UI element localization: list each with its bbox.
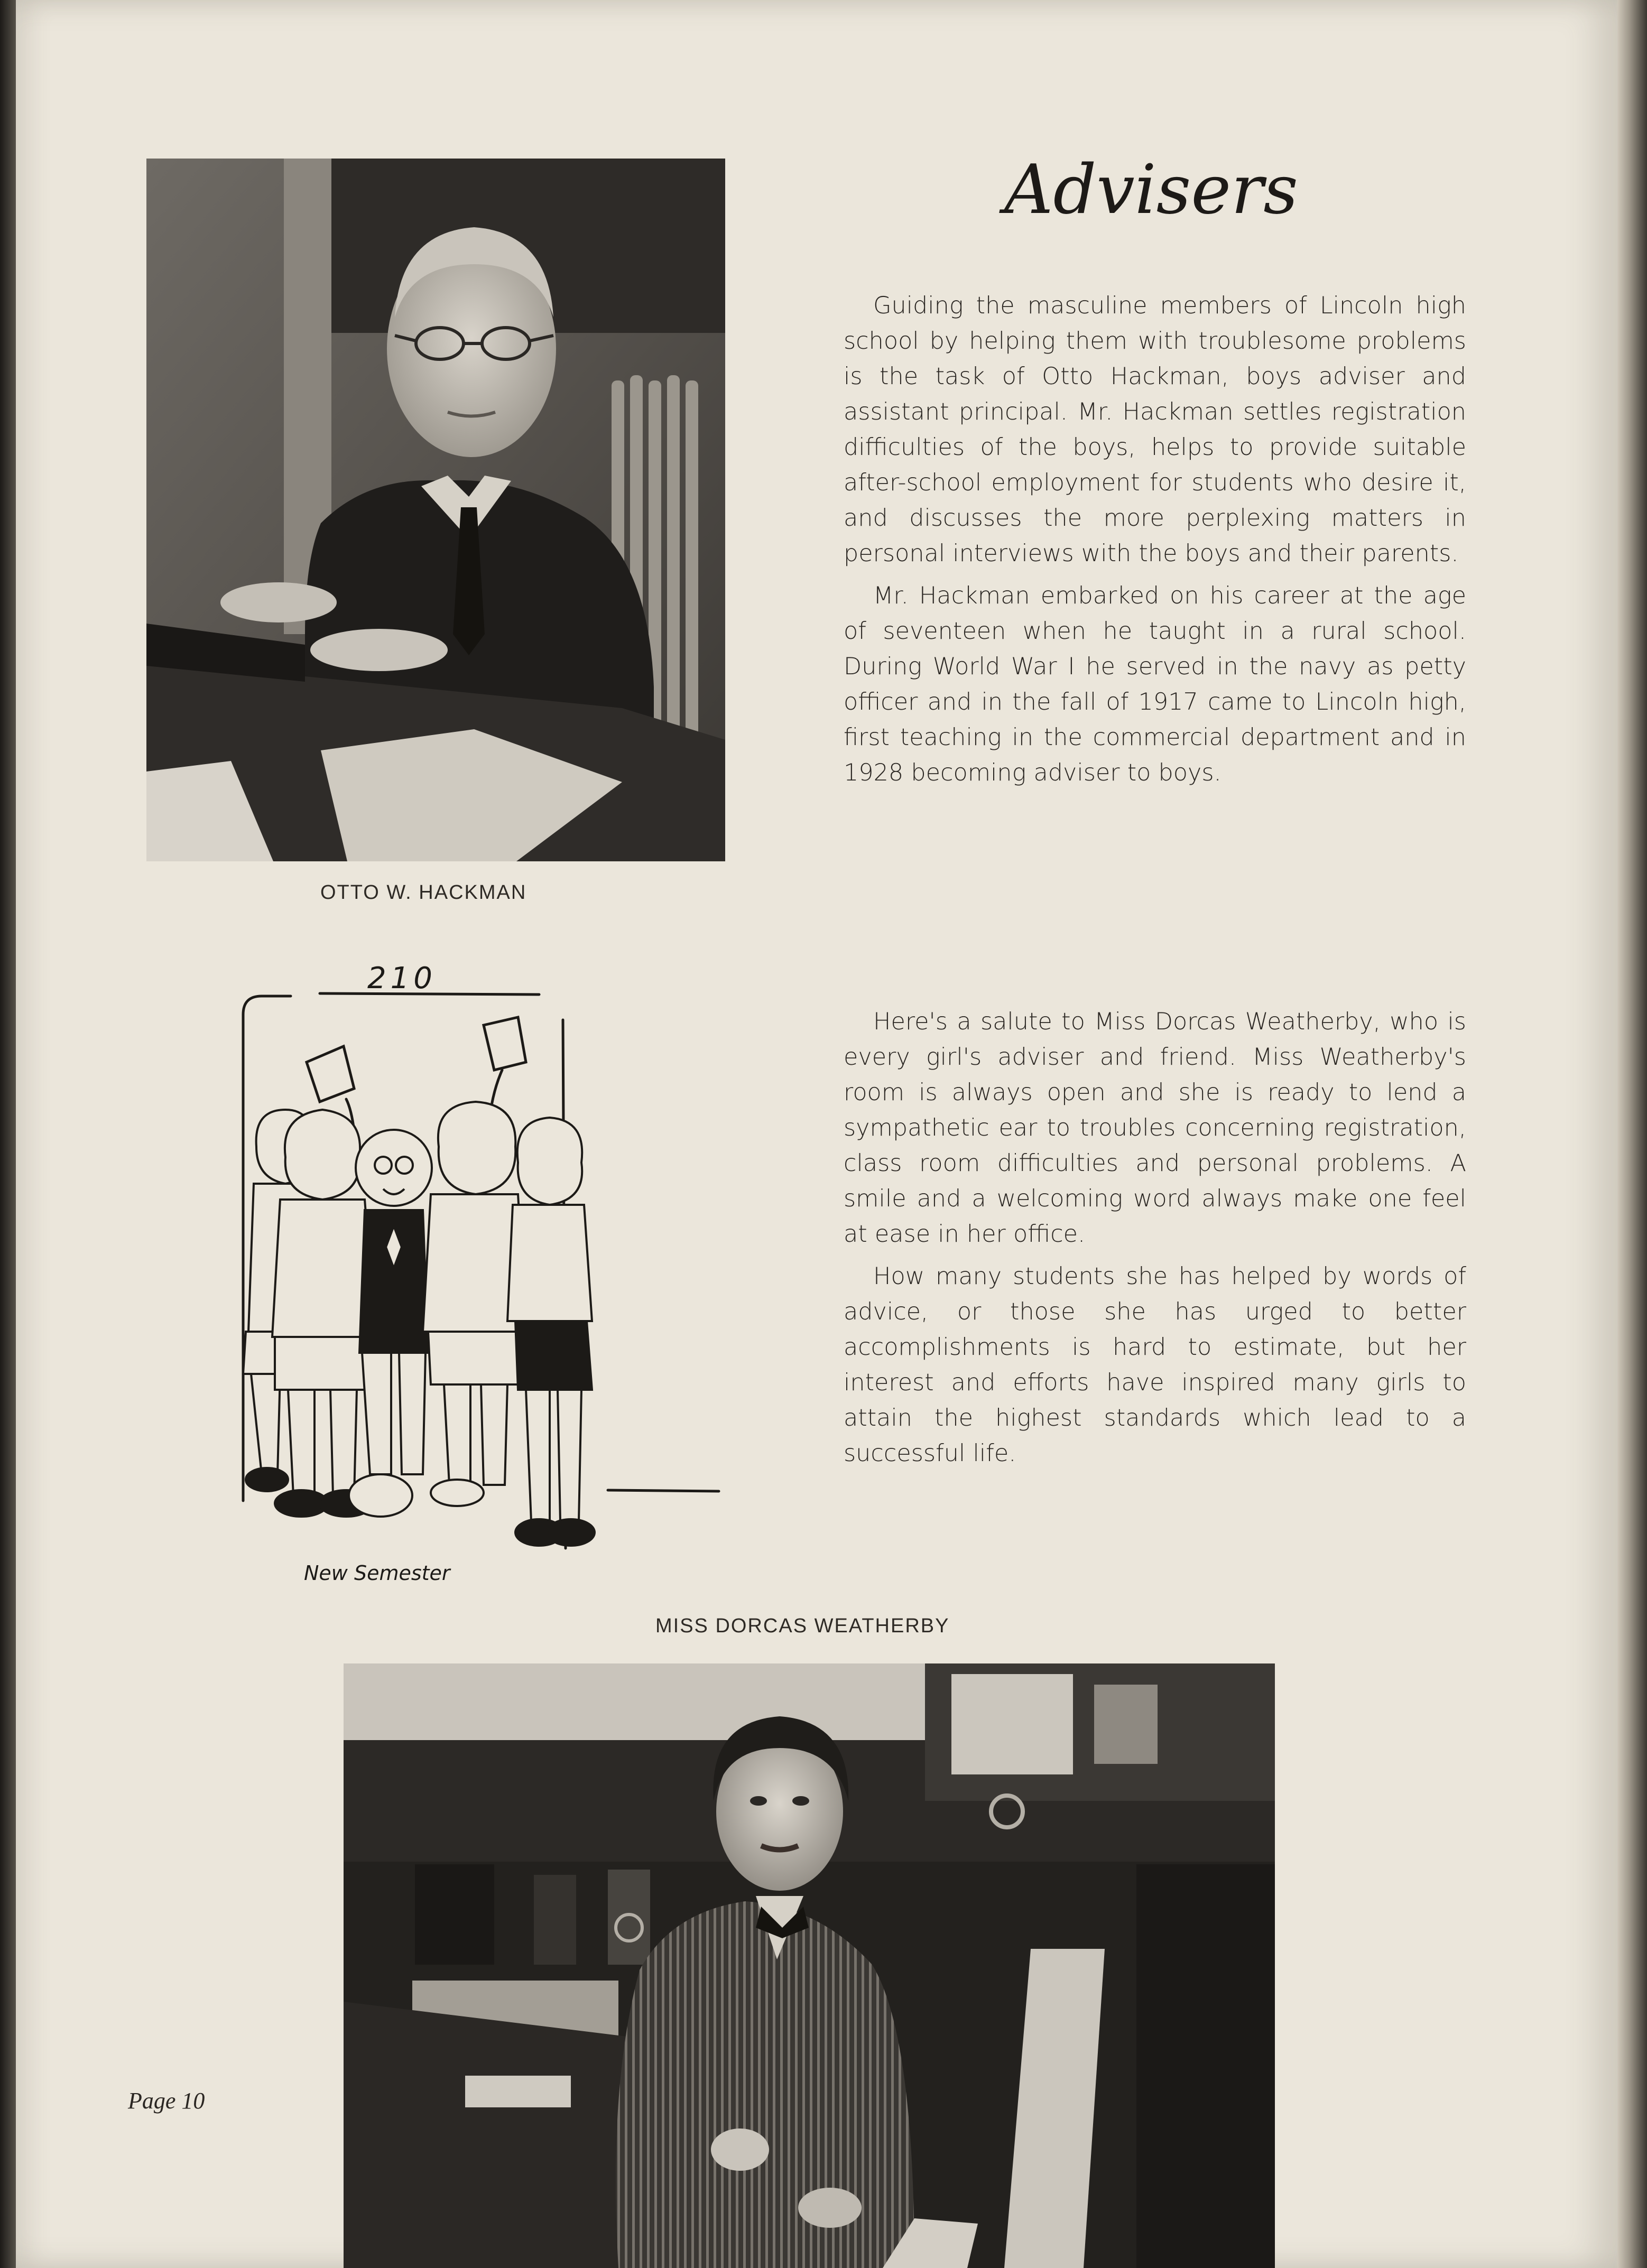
photo-dorcas-weatherby-image [344, 1663, 1275, 2268]
hackman-paragraph-2: Mr. Hackman embarked on his career at the age of seventeen when he taught in a rural school. During World War I he served in the navy as petty officer and in the fall of 1917 came to Lincoln high, first teaching in the commercial department and in 1928 becoming adviser to boys. [844, 582, 1466, 786]
page-number: Page 10 [128, 2088, 205, 2114]
weatherby-paragraph-2: How many students she has helped by words of advice, or those she has urged to better accomplishments is hard to estimate, but her interest and efforts have inspired many girls to attain the highest standards which lead to a successful life. [844, 1263, 1466, 1467]
photo-otto-hackman [146, 159, 725, 861]
photo-otto-hackman-image [146, 159, 725, 861]
caption-dorcas-weatherby: MISS DORCAS WEATHERBY [655, 1615, 950, 1637]
hackman-article [844, 288, 1466, 797]
cartoon-drawing [222, 951, 729, 1601]
cartoon-caption: New Semester [304, 1561, 450, 1585]
cartoon-room-number: 210 [367, 961, 437, 996]
page-edge-right [1617, 0, 1647, 2268]
cartoon-new-semester [222, 951, 729, 1601]
hackman-paragraph-1: Guiding the masculine members of Lincoln high school by helping them with troublesome problems is the task of Otto Hackman, boys adviser and assistant principal. Mr. Hackman settles registration difficulties of the boys, helps to provide suitable after-school employment for students who desire it, and discusses the more perplexing matters in personal interviews with the boys and their parents. [844, 292, 1466, 567]
weatherby-article [844, 1004, 1466, 1478]
caption-otto-hackman: OTTO W. HACKMAN [320, 881, 527, 904]
weatherby-paragraph-1: Here's a salute to Miss Dorcas Weatherby, who is every girl's adviser and friend. Miss Weatherby's room is always open and she is ready to lend a sympathetic ear to troubles concerning registration, class room difficulties and personal problems. A smile and a welcoming word always make one feel at ease in her office. [844, 1008, 1466, 1248]
photo-dorcas-weatherby [344, 1663, 1275, 2268]
page-title: Advisers [1004, 151, 1298, 229]
binding-edge-left [0, 0, 16, 2268]
